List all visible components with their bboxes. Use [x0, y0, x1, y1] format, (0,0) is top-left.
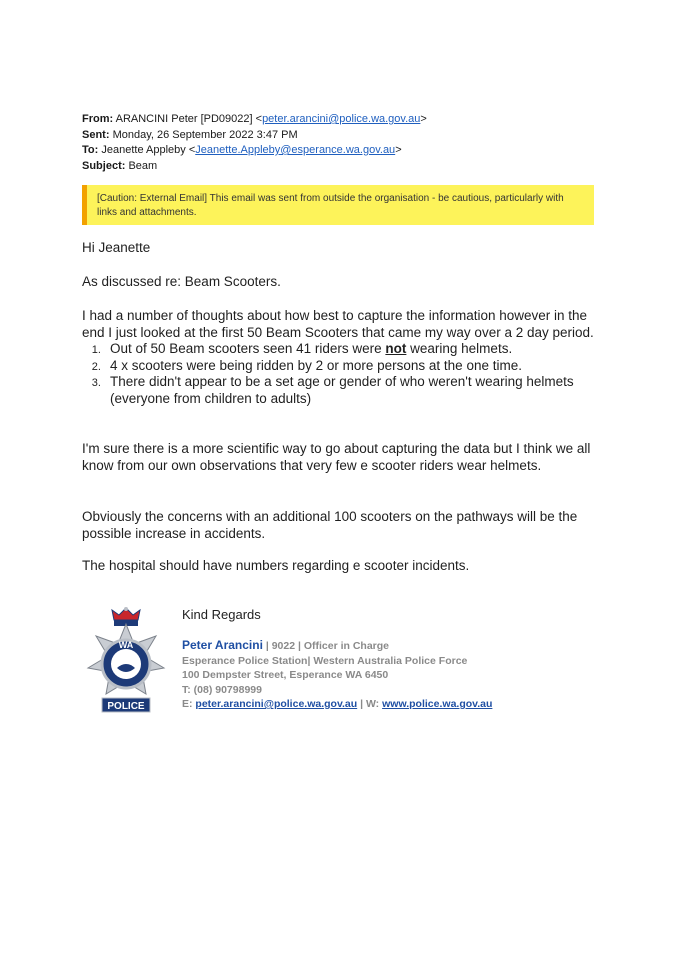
external-email-caution-banner [82, 185, 594, 225]
list-item [104, 341, 602, 358]
signature-name-line [182, 638, 492, 654]
item1-emphasis: not [385, 341, 407, 356]
email-signature [182, 638, 492, 712]
to-label: To: [82, 144, 99, 156]
wa-police-badge-icon [82, 606, 170, 718]
item1-post: wearing helmets. [406, 341, 513, 356]
from-label: From: [82, 113, 114, 125]
item1-pre: Out of 50 Beam scooters seen 41 riders were [110, 341, 386, 356]
caution-text: [Caution: External Email] This email was sent from outside the organisation - be cautious, particularly with links and attachments. [97, 193, 564, 218]
sent-label: Sent: [82, 128, 110, 141]
to-email-link[interactable]: Jeanette.Appleby@esperance.wa.gov.au [195, 144, 396, 156]
thoughts-text: I had a number of thoughts about how best to capture the information however in the end I just looked at the first 50 Beam Scooters that came my way over a 2 day period. [82, 308, 594, 340]
kind-regards: Kind Regards [182, 607, 261, 622]
from-line [82, 112, 427, 128]
email-label: E: [182, 698, 196, 710]
sent-value: Monday, 26 September 2022 3:47 PM [112, 128, 298, 141]
from-email-link[interactable]: peter.arancini@police.wa.gov.au [262, 113, 421, 125]
subject-label: Subject: [82, 159, 126, 172]
logo-police-text: POLICE [107, 701, 145, 712]
signature-web-link[interactable]: www.police.wa.gov.au [382, 698, 493, 710]
sent-line [82, 128, 427, 144]
from-name: ARANCINI Peter [PD09022] < [115, 113, 263, 125]
signature-contact-line [182, 697, 492, 712]
to-name: Jeanette Appleby < [101, 144, 196, 156]
list-item: 3. There didn't appear to be a set age or gender of who weren't wearing helmets (everyone from children to adults) [104, 374, 602, 407]
subject-value: Beam [128, 159, 158, 172]
signature-name: Peter Arancini [182, 638, 263, 652]
web-label: | W: [357, 698, 383, 710]
list-item: 2. 4 x scooters were being ridden by 2 or more persons at the one time. [104, 358, 602, 375]
greeting: Hi Jeanette [82, 240, 151, 255]
findings-list [82, 341, 602, 407]
subject-line [82, 159, 427, 175]
email-header [82, 112, 427, 174]
to-line [82, 143, 427, 159]
hospital-paragraph: The hospital should have numbers regarding e scooter incidents. [82, 558, 470, 573]
from-close: > [420, 113, 427, 125]
concerns-paragraph: Obviously the concerns with an additional 100 scooters on the pathways will be the possible increase in accidents. [82, 509, 578, 541]
signature-title: | 9022 | Officer in Charge [262, 640, 390, 652]
signature-email-link[interactable]: peter.arancini@police.wa.gov.au [195, 698, 358, 710]
scientific-paragraph: I'm sure there is a more scientific way to go about capturing the data but I think we all know from our own observations that very few e scooter riders wear helmets. [82, 441, 591, 473]
signature-phone: T: (08) 90798999 [182, 683, 262, 696]
logo-wa-text: WA [118, 640, 134, 650]
discussed-paragraph: As discussed re: Beam Scooters. [82, 274, 281, 289]
thoughts-paragraph [82, 308, 602, 407]
signature-address: 100 Dempster Street, Esperance WA 6450 [182, 669, 389, 681]
signature-station: Esperance Police Station| Western Australia Police Force [182, 654, 468, 667]
to-close: > [395, 144, 402, 156]
